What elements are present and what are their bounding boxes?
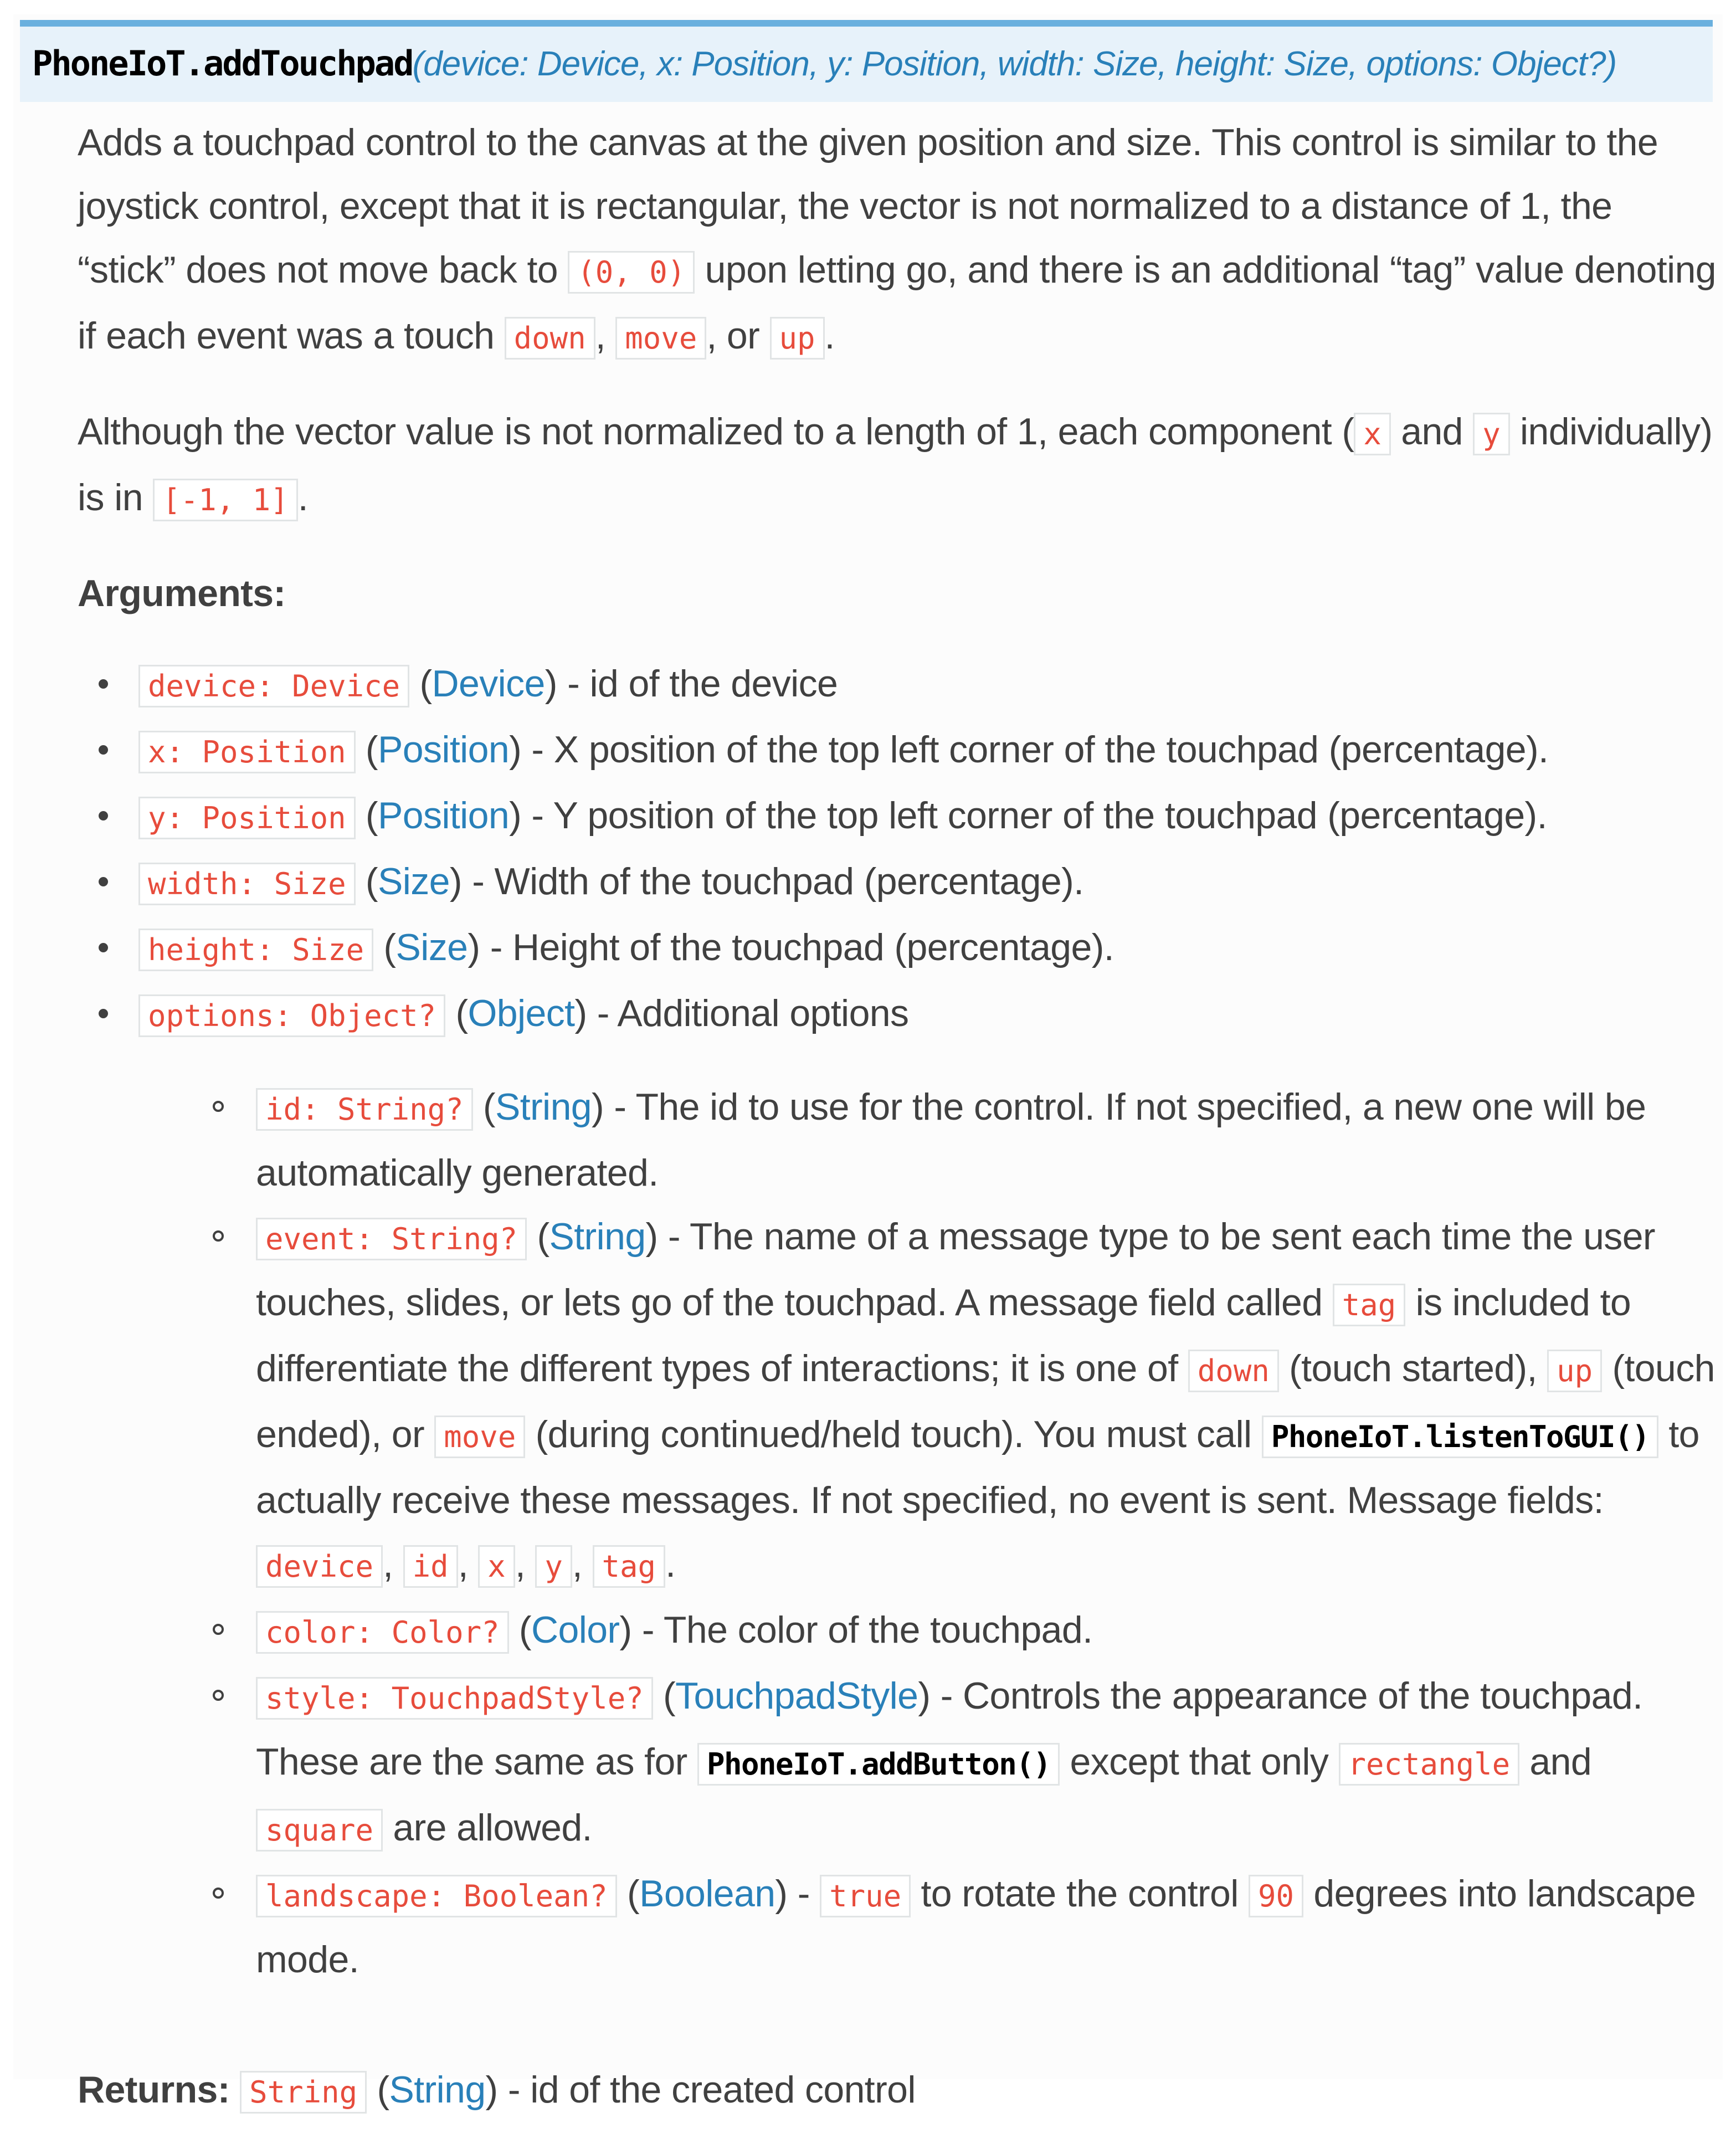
paren: (: [527, 1216, 549, 1258]
inline-code: move: [615, 317, 706, 360]
function-params: (device: Device, x: Position, y: Position, width: Size, height: Size, options: Object?): [412, 45, 1617, 83]
description-paragraph-1: [78, 111, 1717, 370]
inline-code: square: [256, 1809, 383, 1852]
argument-code: x: Position: [138, 731, 356, 773]
returns-code: String: [240, 2071, 367, 2114]
option-code: style: TouchpadStyle?: [256, 1677, 653, 1720]
doc-body: [78, 111, 1717, 2154]
argument-desc: ) - Y position of the top left corner of the touchpad (percentage).: [509, 794, 1547, 837]
option-desc: ) - Controls the appearance of the touchpad. These are the same as for: [256, 1675, 1643, 1783]
desc-text: , or: [706, 315, 770, 357]
options-list: [138, 1075, 1717, 1992]
option-item-color: [256, 1598, 1717, 1664]
option-desc: except that only: [1060, 1741, 1339, 1783]
add-button-link[interactable]: PhoneIoT.addButton(): [697, 1743, 1060, 1786]
inline-code: up: [770, 317, 825, 360]
type-link-touchpadstyle[interactable]: TouchpadStyle: [675, 1675, 918, 1717]
paren: (: [617, 1873, 640, 1915]
separator: ,: [515, 1543, 536, 1585]
type-link-color[interactable]: Color: [531, 1609, 620, 1651]
message-field-code: id: [403, 1545, 458, 1588]
option-code: color: Color?: [256, 1611, 509, 1654]
inline-code: x: [1354, 413, 1391, 455]
argument-code: width: Size: [138, 863, 356, 905]
argument-desc: ) - X position of the top left corner of the touchpad (percentage).: [509, 729, 1549, 771]
function-signature: [20, 20, 1713, 102]
type-link-boolean[interactable]: Boolean: [639, 1873, 775, 1915]
desc-text: upon letting go, and there is an additional “tag” value denoting if each event was a touch: [78, 249, 1717, 357]
inline-code: 90: [1249, 1875, 1303, 1917]
argument-desc: ) - Height of the touchpad (percentage).: [468, 926, 1114, 968]
option-desc: (during continued/held touch). You must call: [525, 1413, 1262, 1455]
inline-code: move: [434, 1416, 525, 1458]
argument-code: device: Device: [138, 665, 409, 707]
type-link-string[interactable]: String: [495, 1086, 592, 1128]
paren: (: [472, 1086, 495, 1128]
arguments-heading: Arguments:: [78, 572, 286, 614]
option-desc: ) - The name of a message type to be sent each time the user touches, slides, or lets go of the touchpad. A message field called: [256, 1216, 1655, 1324]
separator: ,: [572, 1543, 593, 1585]
type-link-size[interactable]: Size: [377, 860, 450, 902]
option-desc: ) - The id to use for the control. If not specified, a new one will be automatically generated.: [256, 1086, 1646, 1194]
inline-code: tag: [1333, 1284, 1406, 1326]
desc-text: Adds a touchpad control to the canvas at the given position and size. This control is similar to the joystick control, except that it is rectangular, the vector is not normalized to a distance of 1, the “stick” does not move back to: [78, 121, 1658, 291]
argument-code: options: Object?: [138, 994, 445, 1037]
option-code: event: String?: [256, 1218, 527, 1260]
inline-code: (0, 0): [568, 251, 695, 294]
returns-label: Returns:: [78, 2069, 230, 2111]
separator: [230, 2069, 240, 2111]
argument-item: [138, 718, 1717, 784]
option-item-landscape: [256, 1862, 1717, 1992]
type-link-device[interactable]: Device: [432, 663, 545, 705]
argument-code: y: Position: [138, 797, 356, 839]
message-field-code: x: [478, 1545, 515, 1588]
paren: (: [355, 860, 378, 902]
argument-desc: ) - Width of the touchpad (percentage).: [449, 860, 1084, 902]
argument-item: [138, 652, 1717, 718]
argument-item: [138, 916, 1717, 982]
paren: (: [653, 1675, 676, 1717]
paren: (: [373, 926, 396, 968]
option-code: id: String?: [256, 1088, 473, 1131]
option-desc: to actually receive these messages. If not specified, no event is sent. Message fields:: [256, 1413, 1699, 1521]
function-name: PhoneIoT.addTouchpad: [32, 43, 413, 84]
option-desc: ) -: [775, 1873, 820, 1915]
arguments-list: [78, 652, 1717, 1992]
argument-item: [138, 784, 1717, 850]
inline-code: true: [820, 1875, 911, 1917]
separator: ,: [458, 1543, 479, 1585]
paren: (: [355, 794, 378, 837]
inline-code: up: [1547, 1350, 1602, 1392]
argument-desc: ) - Additional options: [574, 992, 909, 1034]
type-link-string[interactable]: String: [389, 2069, 486, 2111]
option-desc: (touch started),: [1278, 1347, 1548, 1389]
paren: (: [355, 729, 378, 771]
argument-desc: ) - id of the device: [545, 663, 838, 705]
message-field-code: y: [535, 1545, 572, 1588]
option-desc: is included to differentiate the different types of interactions; it is one of: [256, 1281, 1631, 1389]
option-item-style: [256, 1664, 1717, 1862]
listen-to-gui-link[interactable]: PhoneIoT.listenToGUI(): [1262, 1416, 1658, 1458]
type-link-string[interactable]: String: [549, 1216, 646, 1258]
option-desc: ) - The color of the touchpad.: [619, 1609, 1093, 1651]
inline-code: down: [505, 317, 595, 360]
inline-code: [-1, 1]: [153, 479, 298, 521]
desc-text: .: [297, 476, 309, 519]
desc-text: Although the vector value is not normalized to a length of 1, each component (: [78, 411, 1354, 453]
returns-line: [78, 2058, 1717, 2124]
option-item-event: [256, 1205, 1717, 1598]
paren: (: [409, 663, 432, 705]
inline-code: y: [1473, 413, 1510, 455]
argument-item: [138, 982, 1717, 1992]
type-link-position[interactable]: Position: [377, 794, 510, 837]
separator: .: [665, 1543, 676, 1585]
type-link-position[interactable]: Position: [377, 729, 510, 771]
option-code: landscape: Boolean?: [256, 1875, 617, 1917]
message-field-code: tag: [593, 1545, 666, 1588]
paren: (: [509, 1609, 531, 1651]
type-link-object[interactable]: Object: [468, 992, 575, 1034]
desc-text: .: [824, 315, 835, 357]
desc-text: and: [1390, 411, 1473, 453]
inline-code: down: [1188, 1350, 1279, 1392]
desc-text: ,: [595, 315, 616, 357]
option-item-id: [256, 1075, 1717, 1205]
option-desc: (touch ended), or: [256, 1347, 1715, 1455]
desc-text: individually) is in: [78, 411, 1713, 519]
argument-item: [138, 850, 1717, 916]
paren: (: [367, 2069, 389, 2111]
option-desc: to rotate the control: [911, 1873, 1249, 1915]
description-paragraph-2: [78, 400, 1717, 532]
inline-code: rectangle: [1339, 1743, 1520, 1786]
option-desc: are allowed.: [383, 1807, 592, 1849]
returns-desc: ) - id of the created control: [485, 2069, 916, 2111]
option-desc: and: [1519, 1741, 1592, 1783]
type-link-size[interactable]: Size: [396, 926, 468, 968]
separator: ,: [383, 1543, 403, 1585]
paren: (: [445, 992, 468, 1034]
option-desc: degrees into landscape mode.: [256, 1873, 1696, 1981]
message-field-code: device: [256, 1545, 383, 1588]
argument-code: height: Size: [138, 929, 373, 971]
